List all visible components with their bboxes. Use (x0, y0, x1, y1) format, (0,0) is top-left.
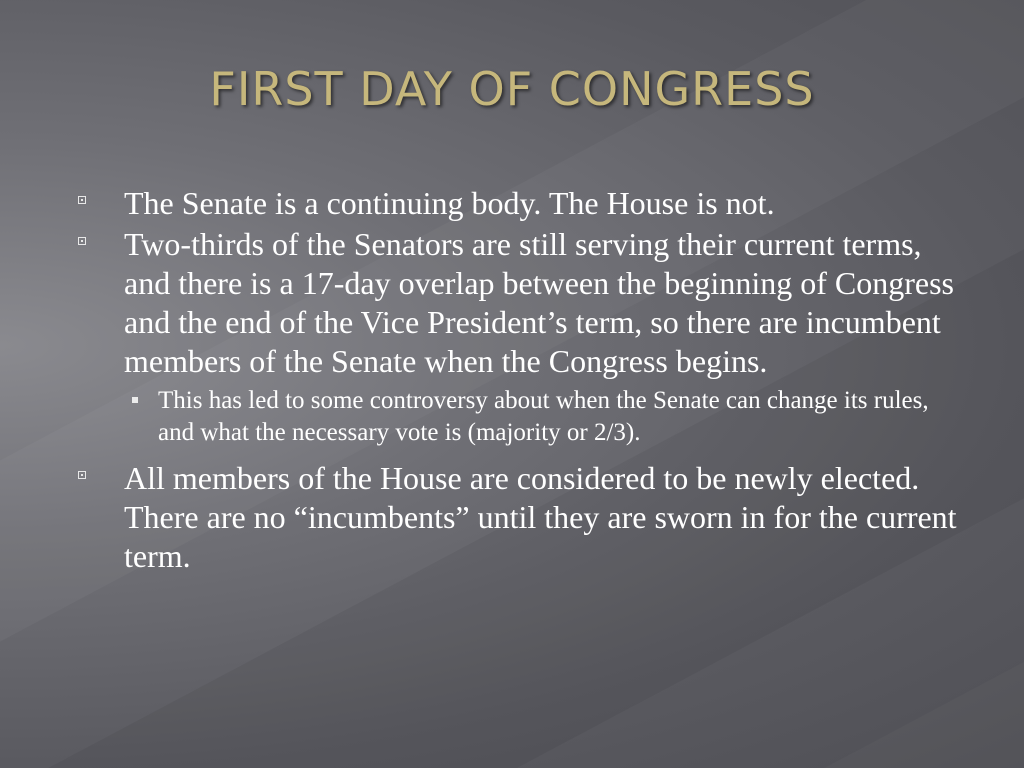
square-bullet-icon (78, 471, 86, 479)
bullet-text: The Senate is a continuing body. The House is not. (124, 185, 775, 221)
bullet-item (78, 459, 958, 576)
slide-content (78, 184, 958, 578)
square-bullet-icon (78, 237, 86, 245)
bullet-item (78, 184, 958, 223)
bullet-text: Two-thirds of the Senators are still serving their current terms, and there is a 17-day overlap between the beginning of Congress and the end of the Vice President’s term, so there are incumbent members of the Senate when the Congress begins. (124, 226, 954, 379)
square-bullet-icon (78, 196, 86, 204)
sub-bullet-text: This has led to some controversy about when the Senate can change its rules, and what the necessary vote is (majority or 2/3). (158, 387, 929, 446)
bullet-item (78, 225, 958, 381)
slide-title: FIRST DAY OF CONGRESS (209, 62, 815, 116)
filled-square-bullet-icon (132, 397, 138, 403)
sub-bullet-item (124, 385, 958, 449)
bullet-text: All members of the House are considered to be newly elected. There are no “incumbents” until they are sworn in for the current term. (124, 460, 957, 574)
